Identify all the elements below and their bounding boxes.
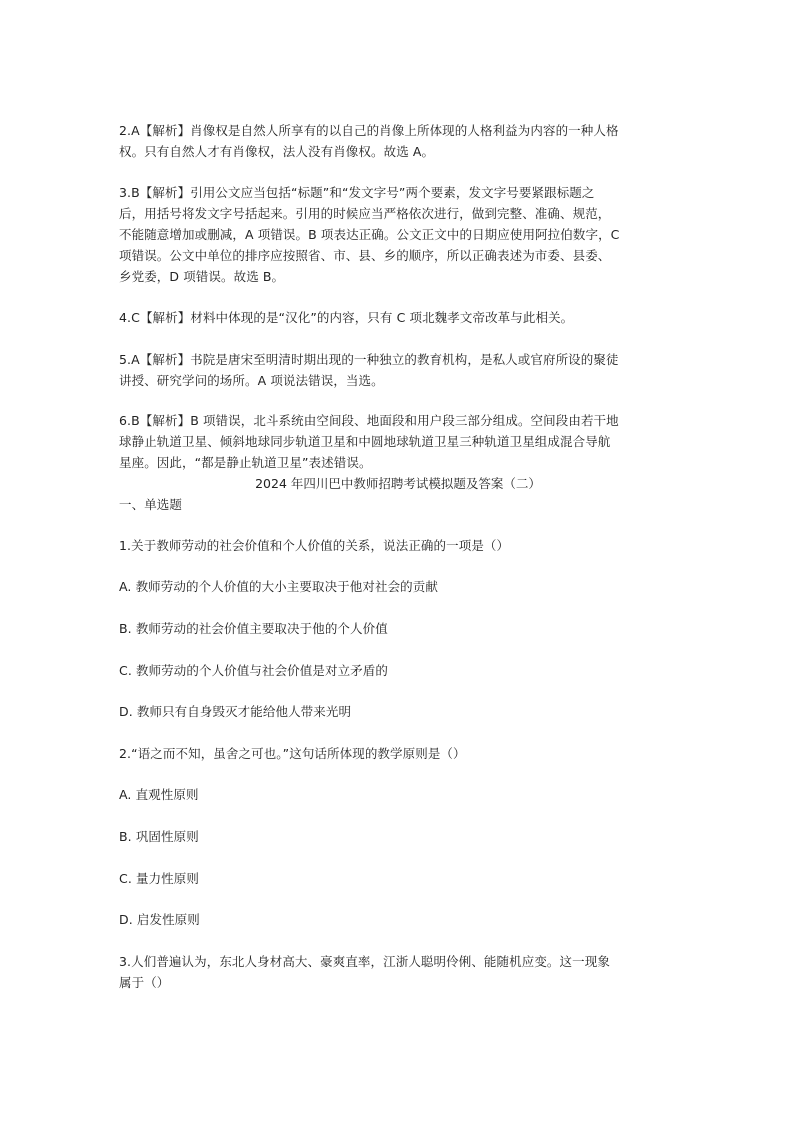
question-1-stem — [119, 535, 677, 556]
question-1-option-a — [119, 576, 677, 597]
option-text: A. 教师劳动的个人价值的大小主要取决于他对社会的贡献 — [119, 579, 438, 594]
text-line: 3.人们普遍认为，东北人身材高大、豪爽直率，江浙人聪明伶俐、能随机应变。这一现象 — [119, 954, 610, 969]
section-heading-text: 一、单选题 — [119, 497, 183, 512]
question-1-option-b — [119, 618, 677, 639]
question-2-option-b — [119, 826, 677, 847]
option-text: A. 直观性原则 — [119, 787, 199, 802]
answer-explanation-6 — [119, 410, 677, 473]
text-line: 2.“语之而不知，虽舍之可也。”这句话所体现的教学原则是（） — [119, 746, 466, 761]
text-line: 4.C【解析】材料中体现的是“汉化”的内容，只有 C 项北魏孝文帝改革与此相关。 — [119, 310, 574, 325]
question-2-stem — [119, 743, 677, 764]
question-1-option-d — [119, 701, 677, 722]
text-line: 2.A【解析】肖像权是自然人所享有的以自己的肖像上所体现的人格利益为内容的一种人格 — [119, 123, 619, 138]
text-line: 权。只有自然人才有肖像权，法人没有肖像权。故选 A。 — [119, 144, 435, 159]
text-line: 乡党委，D 项错误。故选 B。 — [119, 269, 285, 284]
answer-explanation-3 — [119, 182, 677, 287]
option-text: D. 启发性原则 — [119, 912, 200, 927]
exam-title: 2024 年四川巴中教师招聘考试模拟题及答案（二） — [255, 476, 541, 491]
option-text: B. 巩固性原则 — [119, 829, 199, 844]
text-line: 球静止轨道卫星、倾斜地球同步轨道卫星和中圆地球轨道卫星三种轨道卫星组成混合导航 — [119, 434, 611, 449]
text-line: 项错误。公文中单位的排序应按照省、市、县、乡的顺序，所以正确表述为市委、县委、 — [119, 248, 611, 263]
text-line: 3.B【解析】引用公文应当包括“标题”和“发文字号”两个要素，发文字号要紧跟标题之 — [119, 185, 595, 200]
text-line: 讲授、研究学问的场所。A 项说法错误，当选。 — [119, 373, 384, 388]
question-2-option-a — [119, 784, 677, 805]
answer-explanation-5 — [119, 349, 677, 391]
text-line: 后，用括号将发文字号括起来。引用的时候应当严格依次进行，做到完整、准确、规范， — [119, 206, 611, 221]
option-text: B. 教师劳动的社会价值主要取决于他的个人价值 — [119, 621, 388, 636]
text-line: 5.A【解析】书院是唐宋至明清时期出现的一种独立的教育机构，是私人或官府所设的聚徒 — [119, 352, 619, 367]
answer-explanation-2 — [119, 120, 677, 162]
question-1-option-c — [119, 660, 677, 681]
question-2-option-c — [119, 868, 677, 889]
text-line: 6.B【解析】B 项错误，北斗系统由空间段、地面段和用户段三部分组成。空间段由若干地 — [119, 413, 619, 428]
text-line: 不能随意增加或删减，A 项错误。B 项表达正确。公文正文中的日期应使用阿拉伯数字，C — [119, 227, 620, 242]
answer-explanation-4 — [119, 307, 677, 328]
section-heading — [119, 494, 677, 515]
option-text: C. 量力性原则 — [119, 871, 199, 886]
text-line: 属于（） — [119, 975, 170, 990]
question-3-stem — [119, 951, 677, 993]
option-text: D. 教师只有自身毁灭才能给他人带来光明 — [119, 704, 352, 719]
option-text: C. 教师劳动的个人价值与社会价值是对立矛盾的 — [119, 663, 388, 678]
text-line: 星座。因此，“都是静止轨道卫星”表述错误。 — [119, 455, 372, 470]
text-line: 1.关于教师劳动的社会价值和个人价值的关系，说法正确的一项是（） — [119, 538, 510, 553]
question-2-option-d — [119, 909, 677, 930]
